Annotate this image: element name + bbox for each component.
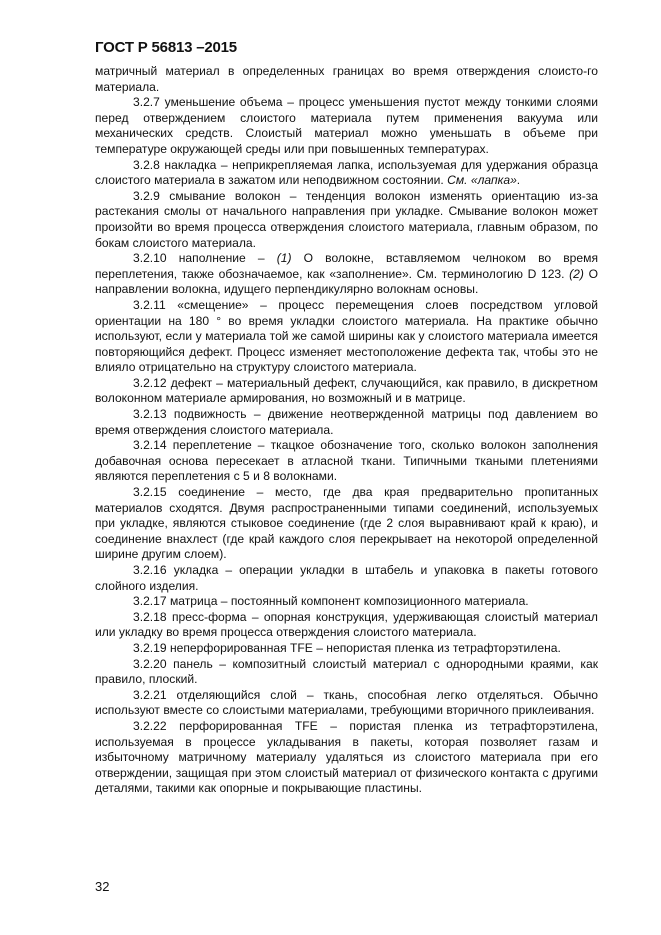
paragraph-text: О направлении волокна, идущего перпендикулярно волокнам основы.	[95, 266, 598, 297]
paragraph-3211	[95, 298, 598, 376]
paragraph-text: 3.2.11 «смещение» – процесс перемещения слоев посредством угловой ориентации на 180 ° во время укладки слоистого материала. На практике обычно используют, если у материала той же самой ширины как у слоистого материала имеется повторяющийся дефект. Процесс изменяет местоположение дефекта так, чтобы это не влияло отрицательно на структуру слоистого материала.	[95, 297, 598, 375]
paragraph-3220	[95, 657, 598, 688]
paragraph-3219	[95, 641, 598, 657]
paragraph-text: (1)	[276, 251, 292, 266]
paragraph-3213	[95, 407, 598, 438]
paragraph-text: 3.2.16 укладка – операции укладки в штабель и упаковка в пакеты готового слойного изделия.	[95, 563, 598, 593]
paragraph-329	[95, 189, 598, 251]
paragraph-text: 3.2.10 наполнение –	[133, 251, 277, 266]
paragraph-text: См. «лапка»	[447, 173, 517, 188]
paragraph-text: 3.2.12 дефект – материальный дефект, случающийся, как правило, в дискретном волоконном материале армирования, но возможный и в матрице.	[95, 375, 598, 406]
document-body	[95, 64, 598, 797]
paragraph-3214	[95, 438, 598, 485]
paragraph-text: 3.2.7 уменьшение объема – процесс уменьшения пустот между тонкими слоями перед отверждением слоистого материала путем применения вакуума или механических средств. Слоистый материал можно уменьшать в объеме при температуре окружающей среды или при повышенных температурах.	[95, 95, 598, 156]
paragraph-3222	[95, 719, 598, 797]
paragraph-327	[95, 95, 598, 157]
paragraph-3221	[95, 688, 598, 719]
paragraph-328	[95, 158, 598, 189]
paragraph-3210	[95, 251, 598, 298]
paragraph-text: 3.2.8 накладка – неприкрепляемая лапка, используемая для удержания образца слоистого материала в зажатом или неподвижном состоянии.	[95, 157, 598, 188]
paragraph-text: 3.2.9 смывание волокон – тенденция волокон изменять ориентацию из-за растекания смолы от начального направления при укладке. Смывание волокон может произойти во время процесса отверждения слоистого материала, главным образом, по бокам слоистого материала.	[95, 188, 598, 250]
paragraph-cont	[95, 64, 598, 95]
page-header: ГОСТ Р 56813 –2015	[95, 39, 237, 56]
paragraph-3216	[95, 563, 598, 594]
paragraph-text: 3.2.15 соединение – место, где два края предварительно пропитанных материалов сходятся. Двумя распространенными типами соединений, используемых при укладке, являются стыковое соединение (где 2 слоя выравнивают край к краю), и соединение внахлест (где край каждого слоя перекрывает на некоторой определенной ширине другим слоем).	[95, 485, 598, 562]
paragraph-text: 3.2.17 матрица – постоянный компонент композиционного материала.	[133, 594, 529, 609]
paragraph-text: 3.2.21 отделяющийся слой – ткань, способная легко отделяться. Обычно используют вместе со слоистыми материалами, требующими вторичного приклеивания.	[95, 687, 598, 718]
paragraph-text: 3.2.19 неперфорированная TFE – непористая пленка из тетрафторэтилена.	[133, 640, 561, 655]
paragraph-text: О волокне, вставляемом челноком во время переплетения, также обозначаемое, как «заполнение». См. терминологию D 123.	[95, 251, 598, 281]
paragraph-text: 3.2.20 панель – композитный слоистый материал с однородными краями, как правило, плоский.	[95, 656, 598, 687]
paragraph-text: матричный материал в определенных границах во время отверждения слоисто-го материала.	[95, 64, 598, 94]
paragraph-text: 3.2.14 переплетение – ткацкое обозначение того, сколько волокон заполнения добавочная основа пересекает в атласной ткани. Типичными ткаными плетениями являются переплетения с 5 и 8 волокнами.	[95, 438, 598, 484]
paragraph-text: 3.2.13 подвижность – движение неотвержденной матрицы под давлением во время отверждения слоистого материала.	[95, 407, 598, 437]
page-number: 32	[95, 879, 110, 894]
paragraph-3218	[95, 610, 598, 641]
paragraph-3212	[95, 376, 598, 407]
paragraph-text: .	[516, 173, 521, 188]
paragraph-text: (2)	[569, 266, 584, 281]
paragraph-3215	[95, 485, 598, 563]
paragraph-text: 3.2.18 пресс-форма – опорная конструкция, удерживающая слоистый материал или укладку во время процесса отверждения слоистого материала.	[95, 609, 598, 640]
paragraph-text: 3.2.22 перфорированная TFE – пористая пленка из тетрафторэтилена, используемая в процессе укладывания в пакеты, которая позволяет газам и избыточному матричному материалу удаляться из слоистого материала при его отверждении, защищая при этом слоистый материал от физического контакта с другими деталями, такими как опорные и покрывающие пластины.	[95, 718, 598, 796]
paragraph-3217	[95, 594, 598, 610]
